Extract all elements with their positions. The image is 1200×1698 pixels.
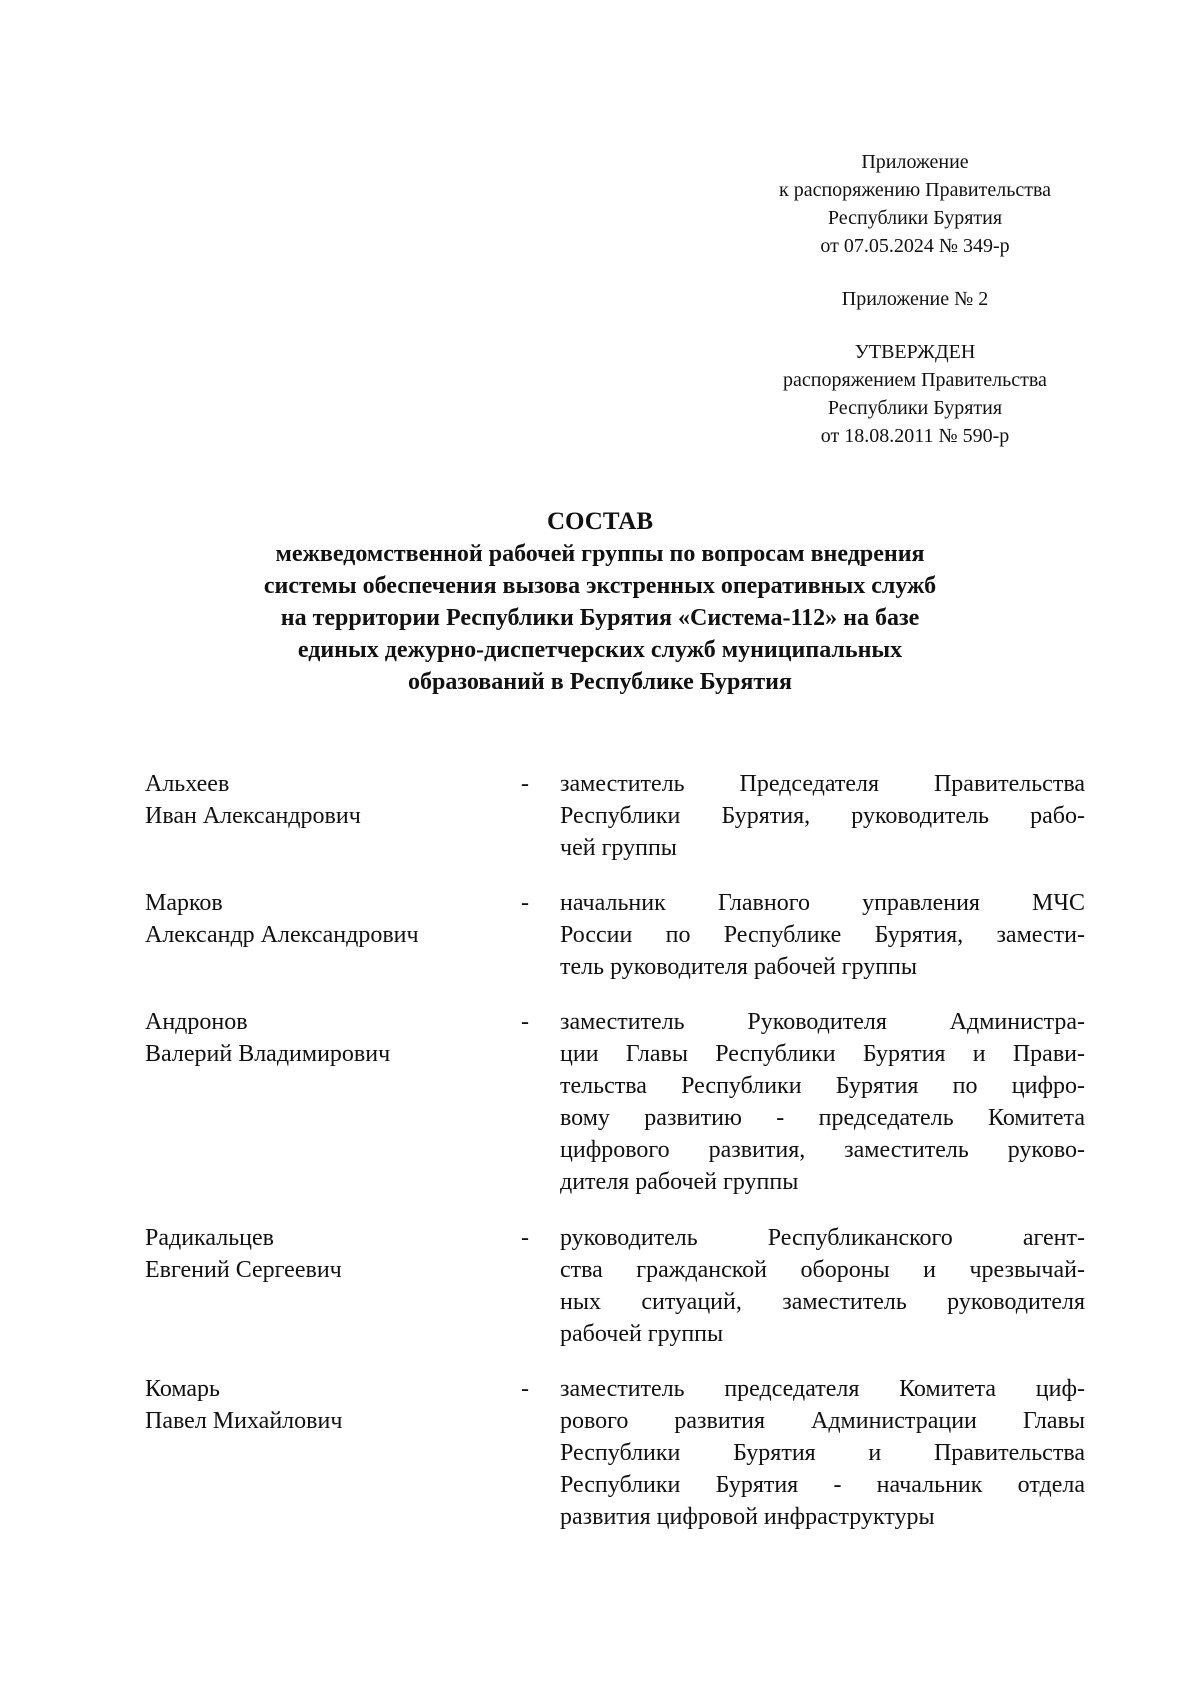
role-line: ных ситуаций, заместитель руководителя [560, 1289, 1085, 1315]
appendix-number-label: Приложение № 2 [841, 288, 989, 310]
appendix-header [750, 148, 1080, 260]
role-line: заместитель Председателя Правительства [560, 771, 1085, 797]
member-given-name: Александр Александрович [145, 922, 419, 948]
member-role [560, 1222, 1085, 1350]
member-role [560, 768, 1085, 864]
role-line: рабочей группы [560, 1321, 724, 1347]
approved-line: УТВЕРЖДЕН [854, 341, 976, 363]
member-dash: - [521, 1225, 529, 1251]
approved-line: от 18.08.2011 № 590-р [820, 425, 1010, 447]
role-line: руководитель Республиканского агент- [560, 1225, 1085, 1251]
role-line: Республики Бурятия, руководитель рабо- [560, 803, 1085, 829]
role-line: развития цифровой инфраструктуры [560, 1504, 935, 1530]
appendix-line: к распоряжению Правительства [778, 179, 1051, 201]
member-surname: Андронов [145, 1009, 248, 1035]
member-given-name: Валерий Владимирович [145, 1041, 391, 1067]
role-line: рового развития Администрации Главы [560, 1408, 1085, 1434]
title-heading: СОСТАВ [546, 508, 654, 535]
role-line: тельства Республики Бурятия по цифро- [560, 1073, 1085, 1099]
member-surname: Альхеев [145, 771, 230, 797]
approved-line: Республики Бурятия [827, 397, 1003, 419]
role-line: Республики Бурятия - начальник отдела [560, 1472, 1085, 1498]
role-line: цифрового развития, заместитель руково- [560, 1137, 1085, 1163]
member-name [145, 887, 505, 951]
role-line: вому развитию - председатель Комитета [560, 1105, 1085, 1131]
appendix-line: Республики Бурятия [827, 207, 1003, 229]
member-name [145, 1222, 505, 1286]
member-given-name: Иван Александрович [145, 803, 361, 829]
title-line: системы обеспечения вызова экстренных оперативных служб [263, 573, 937, 599]
member-name [145, 768, 505, 832]
member-role [560, 1006, 1085, 1198]
role-line: ства гражданской обороны и чрезвычай- [560, 1257, 1085, 1283]
appendix-line: Приложение [861, 151, 969, 173]
approval-stamp-text [750, 338, 1080, 450]
member-given-name: Евгений Сергеевич [145, 1257, 342, 1283]
role-line: России по Республике Бурятия, замести- [560, 922, 1085, 948]
role-line: тель руководителя рабочей группы [560, 954, 918, 980]
member-dash: - [521, 890, 529, 916]
role-line: Республики Бурятия и Правительства [560, 1440, 1085, 1466]
document-title [180, 506, 1020, 698]
member-name [145, 1006, 505, 1070]
member-name [145, 1373, 505, 1437]
member-surname: Марков [145, 890, 223, 916]
role-line: дителя рабочей группы [560, 1169, 799, 1195]
member-dash: - [521, 1376, 529, 1402]
approved-line: распоряжением Правительства [783, 369, 1047, 391]
role-line: заместитель председателя Комитета циф- [560, 1376, 1085, 1402]
role-line: ции Главы Республики Бурятия и Прави- [560, 1041, 1085, 1067]
member-surname: Радикальцев [145, 1225, 274, 1251]
title-line: образований в Республике Бурятия [408, 669, 792, 695]
member-role [560, 1373, 1085, 1533]
member-dash: - [521, 771, 529, 797]
title-line: на территории Республики Бурятия «Система-112» на базе [280, 605, 920, 631]
role-line: заместитель Руководителя Администра- [560, 1009, 1085, 1035]
member-surname: Комарь [145, 1376, 220, 1402]
member-role [560, 887, 1085, 983]
member-dash: - [521, 1009, 529, 1035]
appendix-line: от 07.05.2024 № 349-р [820, 235, 1010, 257]
member-given-name: Павел Михайлович [145, 1408, 343, 1434]
title-line: единых дежурно-диспетчерских служб муниципальных [297, 637, 903, 663]
appendix-number [750, 285, 1080, 313]
role-line: начальник Главного управления МЧС [560, 890, 1085, 916]
title-line: межведомственной рабочей группы по вопросам внедрения [275, 541, 925, 567]
role-line: чей группы [560, 835, 677, 861]
